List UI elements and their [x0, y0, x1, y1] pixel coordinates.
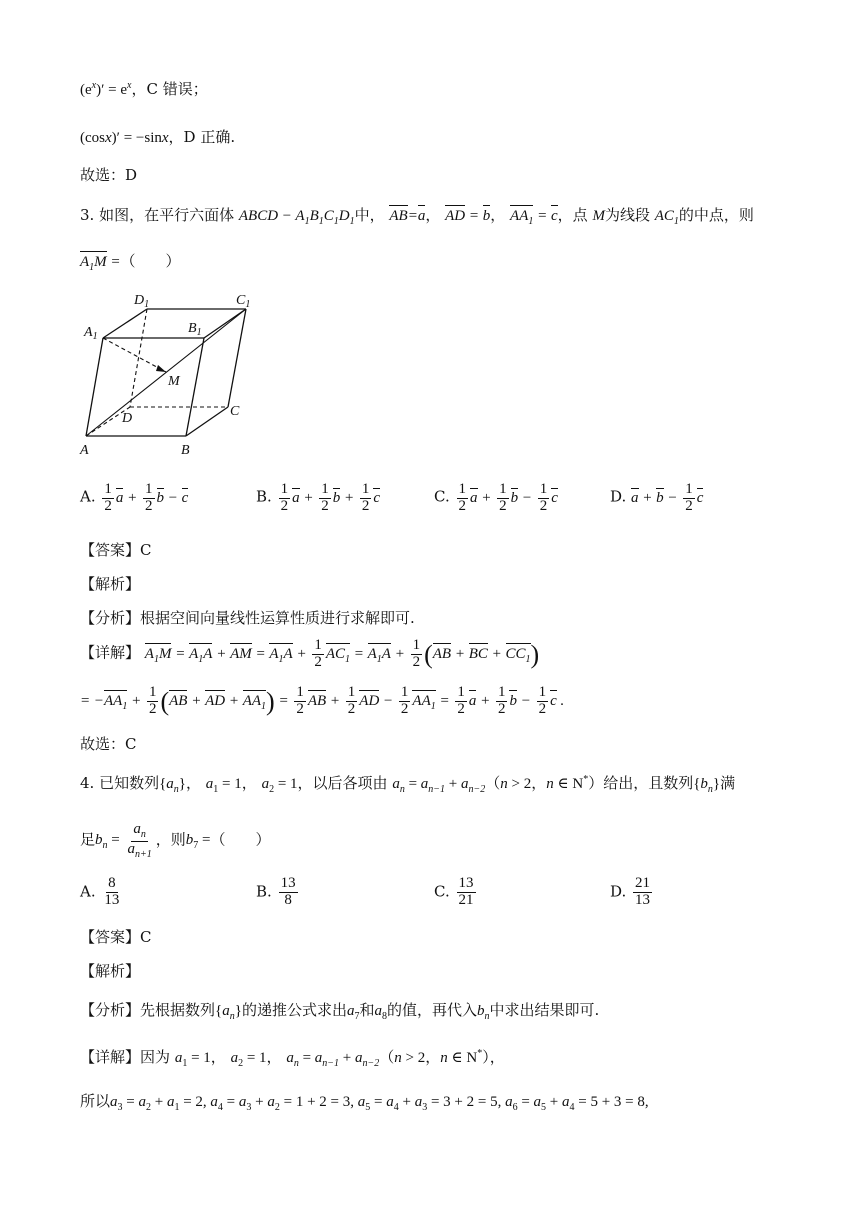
- jiexi-4: 【解析】: [80, 962, 141, 980]
- answer-line-q2: 故选：D: [80, 166, 138, 184]
- label-D1: $D_1$: [134, 293, 150, 310]
- xiangjie-4-line1: 【详解】因为 $a_1 = 1$， $a_2 = 1$， $a_n = a_{n-1} + a_{n-2}(n > 2$，n ∈ N*），: [80, 1048, 505, 1069]
- xiangjie-3-line2: = $-AA_1$ + $\frac{1}{2}$ (AB + AD + $AA_1$) = $\frac{1}{2}$ AB + $\frac{1}{2}$ AD − $\frac{1}{2}$ $AA_1$ = $\frac{1}{2}$ a + $\frac{1}{2}$ b − $\frac{1}{2}$ c .: [80, 684, 565, 717]
- label-B1: $B_1$: [188, 321, 202, 338]
- label-B: B: [181, 443, 190, 458]
- label-A1: $A_1$: [84, 325, 98, 342]
- fenxi-4: 【分析】先根据数列$\{a_n\}$的递推公式求出$a_7$和$a_8$的值，再代入$b_n$中求出结果即可.: [80, 1001, 600, 1022]
- label-C1: $C_1$: [236, 293, 251, 310]
- question-4-line2: 足$b_n$ = $\frac{a_n}{a_{n+1}}$ ，则$b_7$ =（ ）: [80, 821, 271, 860]
- option-4-d[interactable]: D. $\frac{21}{13}$: [610, 875, 651, 908]
- guxuan-3: 故选：C: [80, 735, 137, 753]
- option-4-c[interactable]: C. $\frac{13}{21}$: [434, 875, 474, 908]
- option-4-b[interactable]: B. $\frac{13}{8}$: [256, 875, 296, 908]
- xiangjie-3-line1: 【详解】 $A_1M = A_1A$ + AM = $A_1A$ + $\frac{1}{2}$ $AC_1 = A_1A$ + $\frac{1}{2}$ (AB + BC + $CC_1$): [80, 637, 540, 670]
- line-exp-derivative: $(e^x)' = e^x$，C 错误；: [80, 80, 208, 98]
- xiangjie-4-line2: 所以$a_3 = a_2 + a_1 = 2$, $a_4 = a_3 + a_2 = 1 + 2 = 3$, $a_5 = a_4 + a_3 = 3 + 2 = 5$, $a_6 = a_5 + a_4 = 5 + 3 = 8$,: [80, 1092, 649, 1113]
- option-3-a[interactable]: A. $\frac{1}{2}$ a + $\frac{1}{2}$ b − c: [80, 481, 189, 514]
- answer-3: 【答案】C: [80, 541, 152, 559]
- question-3-vector: $A_1M$ =（ ）: [80, 252, 181, 273]
- option-3-d[interactable]: D. a + b − $\frac{1}{2}$ c: [610, 481, 704, 514]
- label-D: D: [122, 411, 133, 426]
- label-C: C: [230, 404, 240, 419]
- option-4-a[interactable]: A. $\frac{8}{13}$: [80, 875, 120, 908]
- option-3-b[interactable]: B. $\frac{1}{2}$ a + $\frac{1}{2}$ b + $\frac{1}{2}$ c: [256, 481, 380, 514]
- answer-4: 【答案】C: [80, 928, 152, 946]
- line-cos-derivative: (cosx)′ = −sinx，D 正确.: [80, 128, 236, 146]
- label-A: A: [80, 443, 89, 458]
- parallelepiped-figure: [76, 288, 276, 460]
- option-3-c[interactable]: C. $\frac{1}{2}$ a + $\frac{1}{2}$ b − $\frac{1}{2}$ c: [434, 481, 558, 514]
- fenxi-3: 【分析】根据空间向量线性运算性质进行求解即可.: [80, 609, 415, 627]
- label-M: M: [168, 374, 180, 389]
- question-4-line1: 4. 已知数列$\{a_n\}$， $a_1 = 1$， $a_2 = 1$，以后各项由 $a_n = a_{n-1} + a_{n-2}(n > 2$，n ∈ N*）给出，且数列$\{b_n\}$满: [80, 774, 736, 795]
- question-3: 3. 如图，在平行六面体 ABCD − $A_1B_1C_1D_1$中， AB=a， AD = b， $AA_1 = c$，点 M为线段 $AC_1$的中点，则: [80, 206, 754, 227]
- jiexi-3: 【解析】: [80, 575, 141, 593]
